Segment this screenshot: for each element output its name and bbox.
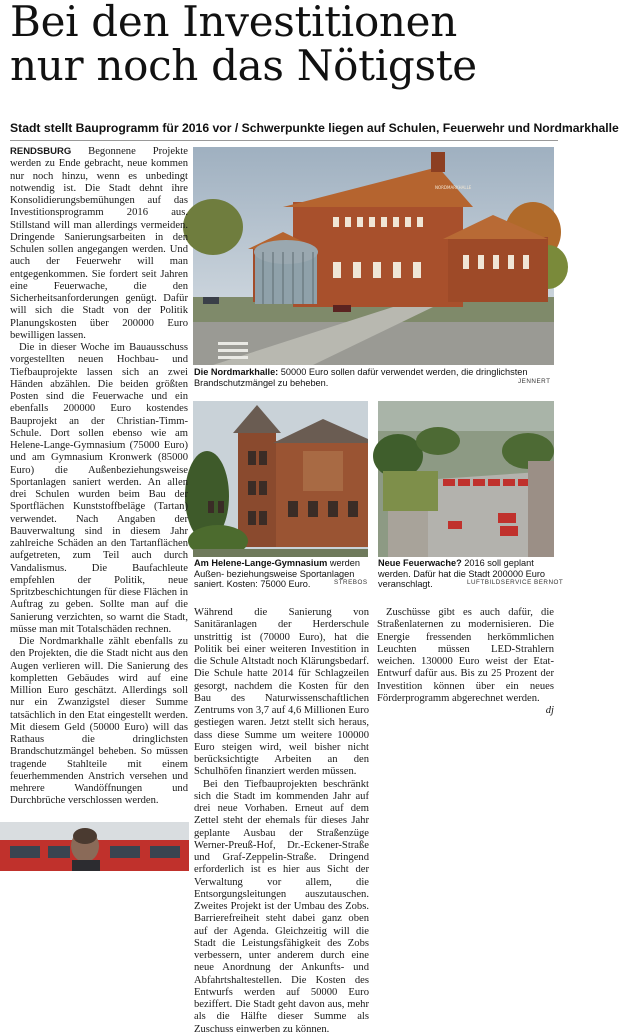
headline	[10, 0, 558, 88]
caption-nordmarkhalle	[194, 367, 554, 388]
article-paragraph-1-text: Begonnene Projekte werden zu Ende gebracht, neue kommen nur noch hinzu, wenn es unbedingt notwendig ist. Die Stadt dehnt ihre Konsolidierungsbemühungen auf das Investitionsprogramm 2016 aus. Stillstand will man allerdings vermeiden. Dringende Sanierungsarbeiten in den Schulen sollen angegangen werden. Und auch der Feuerwehr will man entgegenkommen. Sie fordert seit Jahren eine Feuerwache, die den Sicherheitsanforderungen genügt. Dafür will sich die Stadt von der Politik Planungskosten über 200000 Euro bewilligen lassen.	[10, 146, 188, 341]
caption-nordmarkhalle-title: Die Nordmarkhalle:	[194, 367, 279, 377]
credit-feuerwache: LUFTBILDSERVICE BERNOT	[467, 579, 564, 586]
article-paragraph-4: Während die Sanierung von Sanitäranlagen der Herderschule unstrittig ist (70000 Euro), hat die Politik bei einer weiteren Investition in die Schule Altstadt noch Klärungsbedarf. Die Schule hatte 2014 für Schlagzeilen gesorgt, nachdem die Kosten für den Bau des Naturwissenschaftlichen Zentrums von 3,7 auf 4,6 Millionen Euro gestiegen waren. Jetzt stellt sich heraus, dass diese Summe um weitere 100000 Euro steigen wird, weil bisher nicht berücksichtigte Arbeiten an den Schulhöfen finanziert werden müssen.	[194, 607, 369, 778]
article-paragraph-1	[10, 146, 188, 342]
caption-feuerwache-title: Neue Feuerwache?	[378, 558, 462, 568]
photo-gymnasium	[193, 401, 368, 557]
article-paragraph-3: Die Nordmarkhalle zählt ebenfalls zu den Projekten, die die Stadt nicht aus den Augen verlieren will. Die Sanierung des kompletten Gebäudes wird auf eine Million Euro geschätzt. Allerdings soll nur ein Zwanzigstel dieser Summe tatsächlich in den Etat eingestellt werden. Mit diesem Geld (50000 Euro) will das Rathaus die dringlichsten Brandschutzmängel beheben. So müssen tragende Stahlteile mit einem feuerhemmenden Anstrich versehen und mehrere Wandöffnungen und Durchbrüche verschlossen werden.	[10, 636, 188, 807]
credit-gymnasium: STREBOS	[334, 579, 368, 586]
caption-feuerwache-text: 2016 soll geplant werden. Dafür hat die Stadt 200000 Euro veranschlagt.	[378, 558, 546, 589]
header-divider	[10, 140, 558, 141]
article-paragraph-5: Bei den Tiefbauprojekten beschränkt sich die Stadt im kommenden Jahr auf drei neue Vorhaben. Erneut auf dem Zettel steht der ehemals für dieses Jahr geplante Ausbau der Straßenzüge Werner-Preuß-Hof, Dr.-Eckener-Straße und Graf-Zeppelin-Straße. Dringend erforderlich ist es hier aus Sicht der Verwaltung vor allem, die Entsorgungsleitungen auszutauschen. Zweites Projekt ist der Umbau des Zobs. Barrierefreiheit steht dabei ganz oben auf der Agenda. Gleichzeitig will die Stadt die Leistungsfähigkeit des Zobs verbessern, unter anderem durch eine neue Anordnung der Ankunfts- und Abfahrtshaltestellen. Die Kosten des Entwurfs werden auf 50000 Euro beziffert. Die Stadt geht davon aus, mehr als die Hälfte dieser Summe als Zuschuss einwerben zu können.	[194, 778, 369, 1035]
author-signature: dj	[545, 705, 554, 716]
article-dateline: RENDSBURG	[10, 146, 72, 157]
headline-line-2: nur noch das Nötigste	[10, 41, 477, 90]
article-paragraph-6	[377, 607, 554, 716]
article-column-1	[10, 146, 188, 807]
caption-gymnasium-text: werden Außen- beziehungsweise Sportanlagen saniert. Kosten: 75000 Euro.	[194, 558, 360, 589]
credit-nordmarkhalle: JENNERT	[518, 378, 551, 385]
subheadline: Stadt stellt Bauprogramm für 2016 vor / Schwerpunkte liegen auf Schulen, Feuerwehr und Nordmarkhalle	[10, 121, 619, 135]
caption-nordmarkhalle-text: 50000 Euro sollen dafür verwendet werden, die dringlichsten Brandschutzmängel zu beheben.	[194, 367, 528, 388]
article-column-2	[194, 607, 369, 1035]
article-paragraph-6-text: Zuschüsse gibt es auch dafür, die Straßenlaternen zu modernisieren. Die Energie fressenden herkömmlichen Leuchten müssen LED-Strahlern weichen. 130000 Euro weist der Etat-Entwurf dafür aus. Bis zu 25 Prozent der Investition können über ein neues Förderprogramm abgerechnet werden.	[377, 607, 554, 704]
photo-feuerwache	[378, 401, 554, 557]
photo-teaser	[0, 822, 189, 871]
article-column-3	[377, 607, 554, 869]
caption-gymnasium-title: Am Helene-Lange-Gymnasium	[194, 558, 328, 568]
photo-nordmarkhalle	[193, 147, 554, 365]
article-paragraph-2: Die in dieser Woche im Bauausschuss vorgestellten neuen Hochbau- und Tiefbauprojekte lassen sich an zwei Händen abzählen. Die beiden größten Posten sind die Feuerwache und ein ebenfalls 200000 Euro kostendes Bauprojekt an der Christian-Timm-Schule. Dort sollen ebenso wie am Helene-Lange-Gymnasium (75000 Euro) und am Gymnasium Kronwerk (85000 Euro) die Außenbeziehungsweise Sportanlagen saniert werden. An allen drei Schulen wurden beim Bau der Sportflächen Kunststoffbeläge (Tartan) verwendet. Nach Angaben der Bauverwaltung sind in diesem Jahr zahlreiche Schäden an den Tartanflächen aufgetreten, zum Teil auch durch Vandalismus. Die Baufachleute empfehlen der Politik, neue Spritzbeschichtungen für diese Flächen in Auftrag zu geben. Sollte man auf die Sanierung verzichten, so warnt die Stadt, müsse man mit Totalschäden rechnen.	[10, 342, 188, 635]
headline-line-1: Bei den Investitionen	[10, 0, 457, 46]
nordmarkhalle-sign: NORDMARKHALLE	[435, 185, 472, 190]
